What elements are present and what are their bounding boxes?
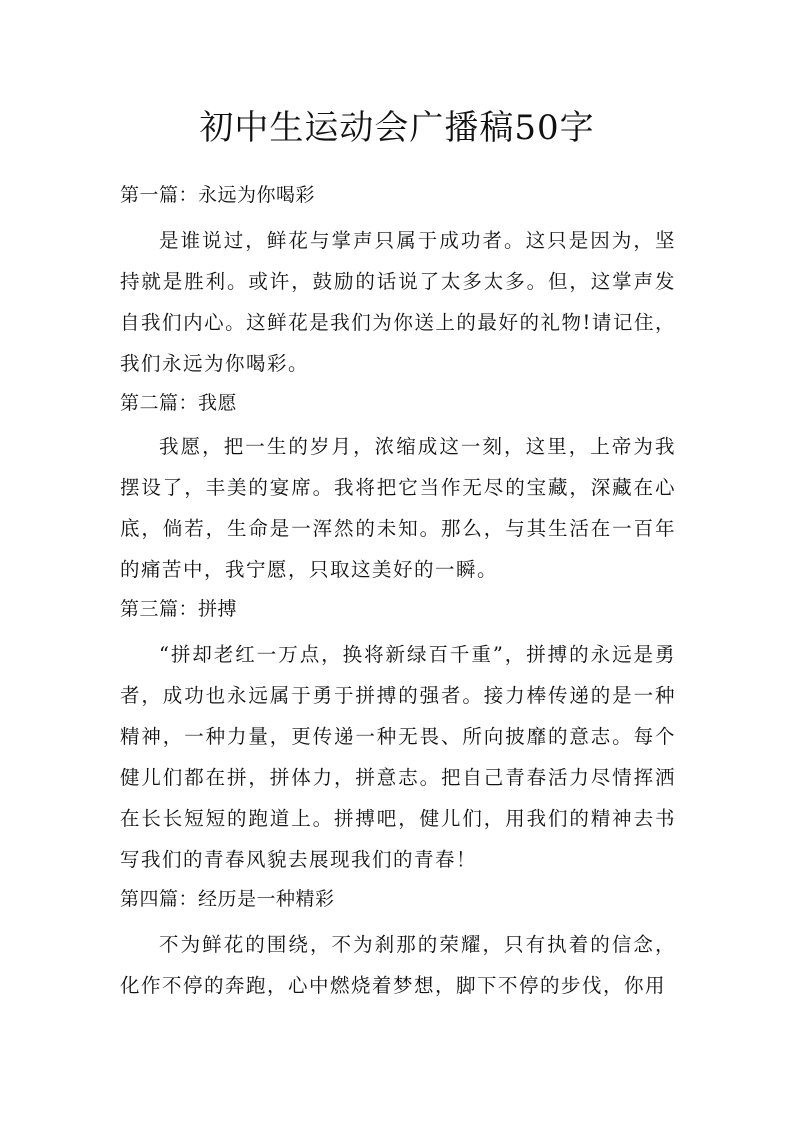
section-paragraph-2: 我愿，把一生的岁月，浓缩成这一刻，这里，上帝为我摆设了，丰美的宴席。我将把它当作无尽的宝藏，深藏在心底，倘若，生命是一浑然的未知。那么，与其生活在一百年的痛苦中，我宁愿，只取这美好的一瞬。 [120, 435, 676, 581]
section-heading-4: 第四篇：经历是一种精彩 [120, 888, 335, 910]
section-heading-2: 第二篇：我愿 [120, 392, 238, 414]
section-paragraph-4: 不为鲜花的围绕，不为刹那的荣耀，只有执着的信念，化作不停的奔跑，心中燃烧着梦想，脚下不停的步伐，你用 [120, 933, 676, 997]
section-heading-1: 第一篇：永远为你喝彩 [120, 184, 316, 206]
document-title: 初中生运动会广播稿50字 [199, 108, 595, 148]
section-paragraph-3: “拼却老红一万点，换将新绿百千重”，拼搏的永远是勇者，成功也永远属于勇于拼搏的强者。接力棒传递的是一种精神，一种力量，更传递一种无畏、所向披靡的意志。每个健儿们都在拼，拼体力，拼意志。把自己青春活力尽情挥洒在长长短短的跑道上。拼搏吧，健儿们，用我们的精神去书写我们的青春风貌去展现我们的青春！ [120, 643, 676, 871]
section-paragraph-1: 是谁说过，鲜花与掌声只属于成功者。这只是因为，坚持就是胜利。或许，鼓励的话说了太多太多。但，这掌声发自我们内心。这鲜花是我们为你送上的最好的礼物!请记住，我们永远为你喝彩。 [120, 229, 676, 375]
document-body [120, 178, 676, 1006]
section-heading-3: 第三篇：拼搏 [120, 598, 238, 620]
